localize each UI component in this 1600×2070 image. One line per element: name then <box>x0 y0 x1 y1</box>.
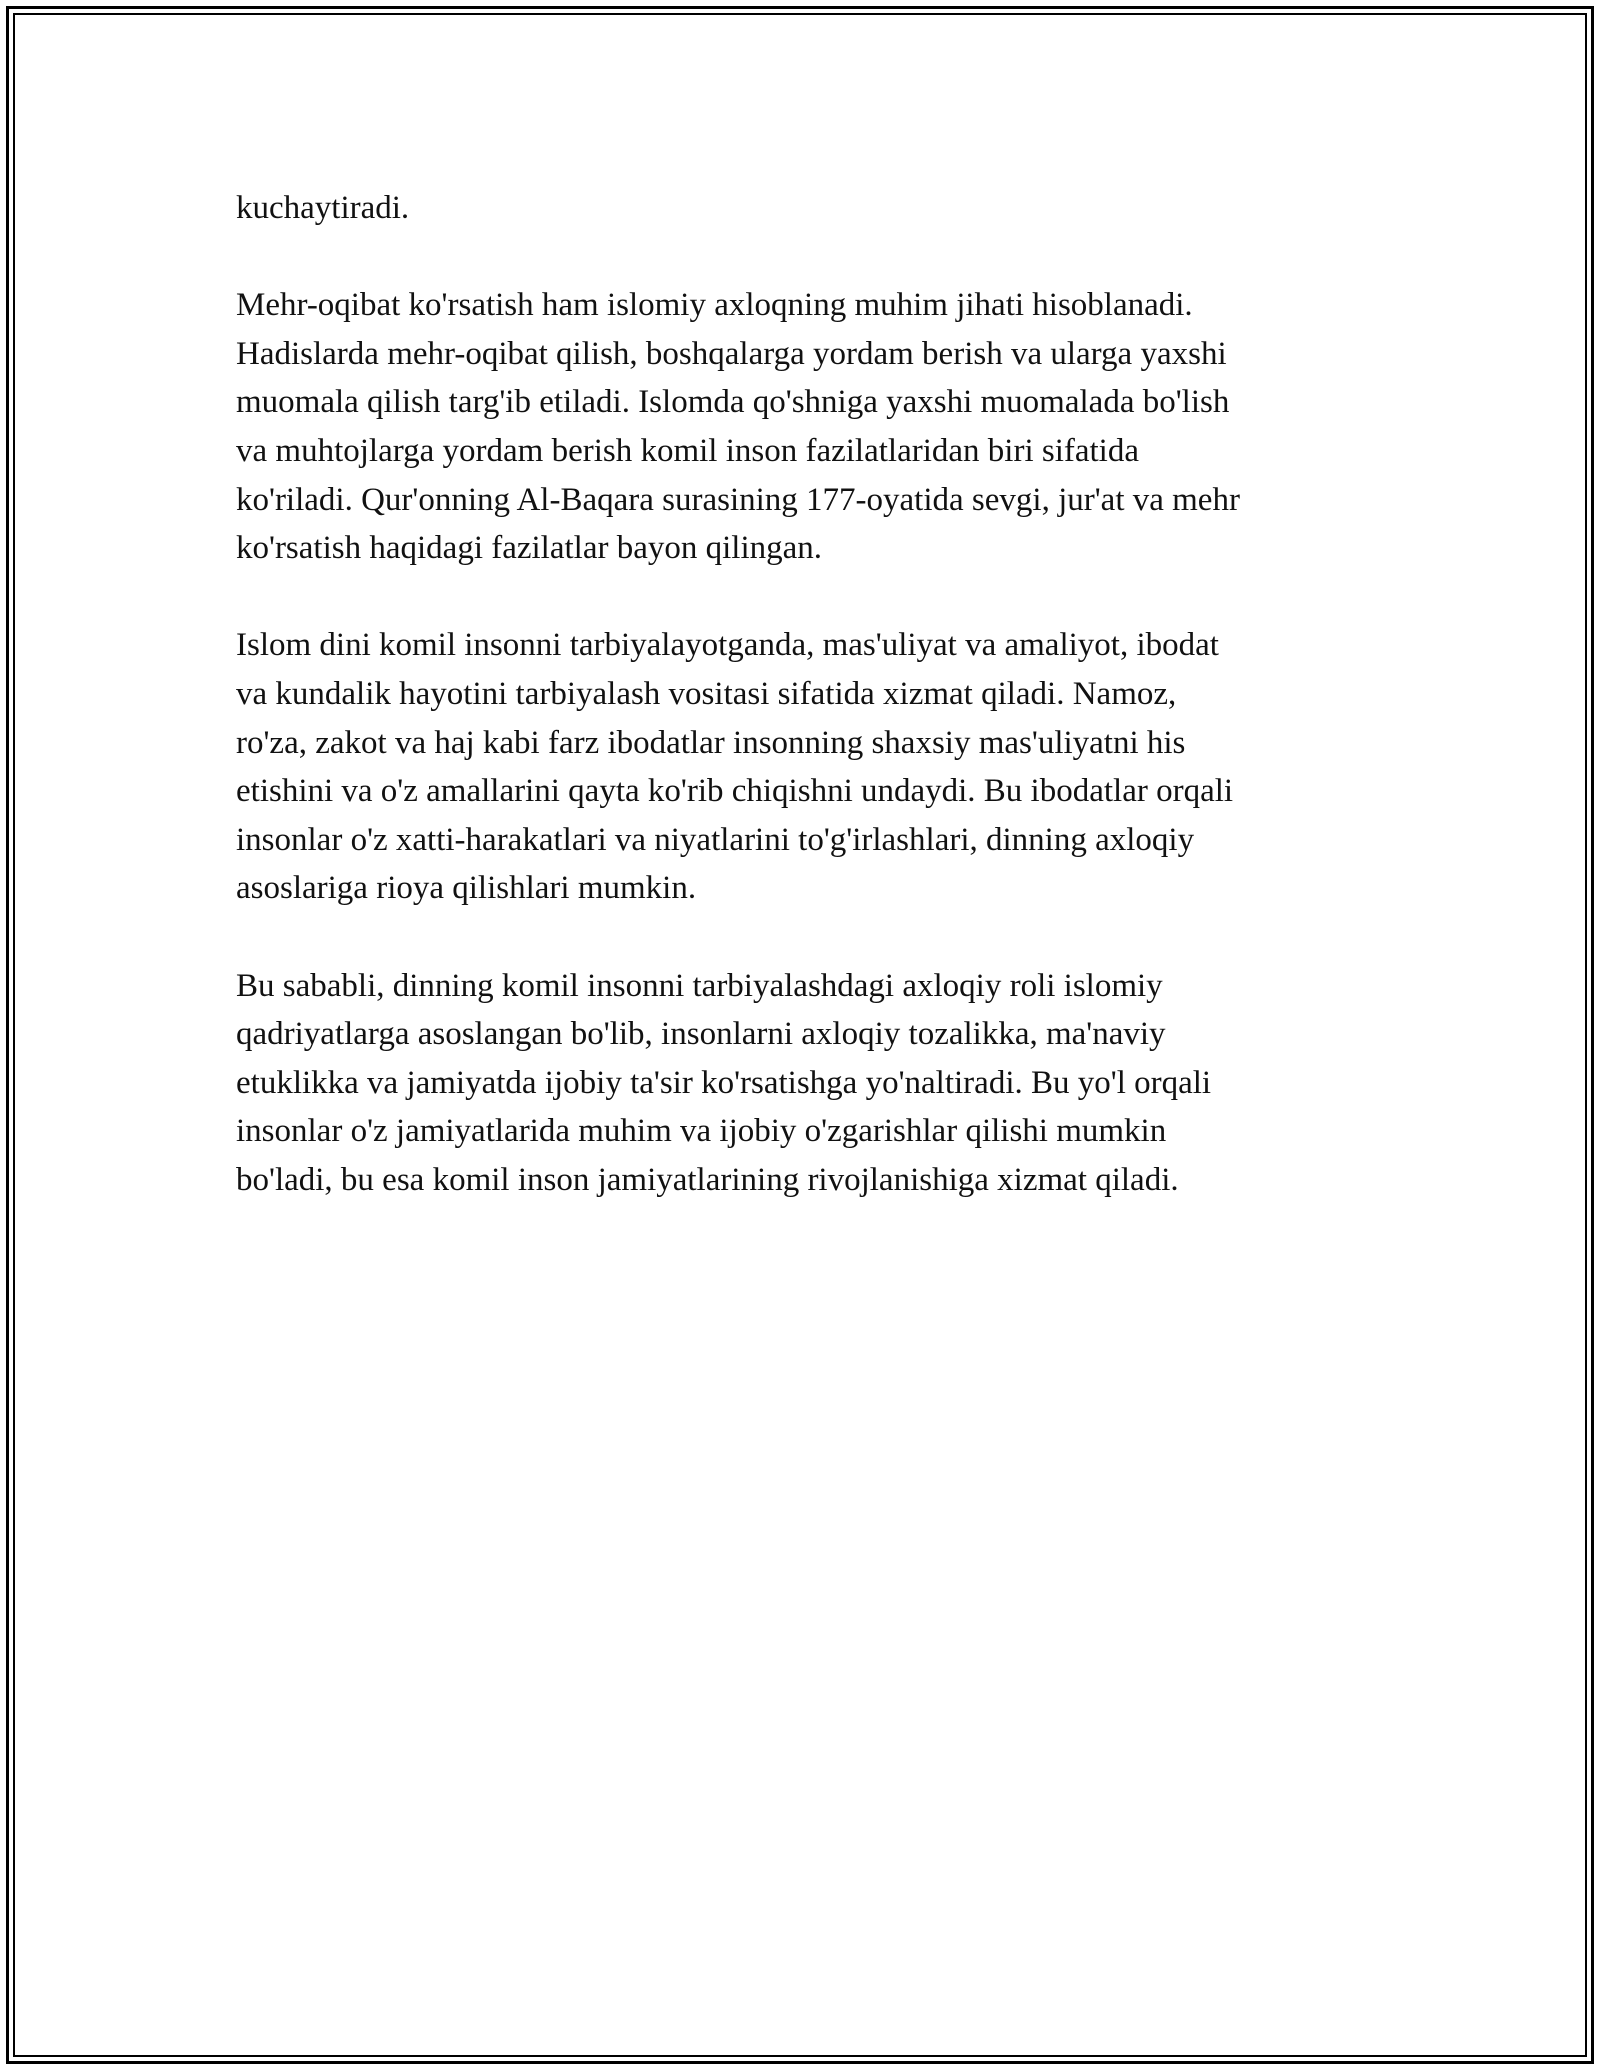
text-line: va kundalik hayotini tarbiyalash vositasi sifatida xizmat qiladi. Namoz, <box>236 675 1177 712</box>
paragraph-2 <box>236 281 1366 573</box>
text-line: Bu sababli, dinning komil insonni tarbiyalashdagi axloqiy roli islomiy <box>236 967 1163 1004</box>
text-line: ko'rsatish haqidagi fazilatlar bayon qilingan. <box>236 530 823 567</box>
text-line: etishini va o'z amallarini qayta ko'rib chiqishni undaydi. Bu ibodatlar orqali <box>236 773 1234 810</box>
paragraph-3 <box>236 621 1366 913</box>
paragraph-spacer <box>236 233 1366 282</box>
text-line: etuklikka va jamiyatda ijobiy ta'sir ko'rsatishga yo'naltiradi. Bu yo'l orqali <box>236 1064 1212 1101</box>
text-line: va muhtojlarga yordam berish komil inson fazilatlaridan biri sifatida <box>236 432 1139 469</box>
text-line: muomala qilish targ'ib etiladi. Islomda qo'shniga yaxshi muomalada bo'lish <box>236 384 1230 421</box>
text-line: ko'riladi. Qur'onning Al-Baqara surasining 177-oyatida sevgi, jur'at va mehr <box>236 481 1240 518</box>
text-line: insonlar o'z jamiyatlarida muhim va ijobiy o'zgarishlar qilishi mumkin <box>236 1113 1167 1150</box>
paragraph-4 <box>236 962 1366 1205</box>
text-line: Hadislarda mehr-oqibat qilish, boshqalarga yordam berish va ularga yaxshi <box>236 335 1227 372</box>
document-body <box>236 184 1366 1204</box>
text-line: qadriyatlarga asoslangan bo'lib, insonlarni axloqiy tozalikka, ma'naviy <box>236 1016 1166 1053</box>
paragraph-spacer <box>236 573 1366 622</box>
text-line: Islom dini komil insonni tarbiyalayotganda, mas'uliyat va amaliyot, ibodat <box>236 627 1219 664</box>
text-line: ro'za, zakot va haj kabi farz ibodatlar insonning shaxsiy mas'uliyatni his <box>236 724 1186 761</box>
text-line: Mehr-oqibat ko'rsatish ham islomiy axloqning muhim jihati hisoblanadi. <box>236 287 1193 324</box>
text-line: insonlar o'z xatti-harakatlari va niyatlarini to'g'irlashlari, dinning axloqiy <box>236 821 1195 858</box>
paragraph-spacer <box>236 913 1366 962</box>
text-line: asoslariga rioya qilishlari mumkin. <box>236 870 697 907</box>
text-line: kuchaytiradi. <box>236 190 410 226</box>
text-line: bo'ladi, bu esa komil inson jamiyatlarining rivojlanishiga xizmat qiladi. <box>236 1161 1179 1198</box>
paragraph-1 <box>236 184 1366 233</box>
